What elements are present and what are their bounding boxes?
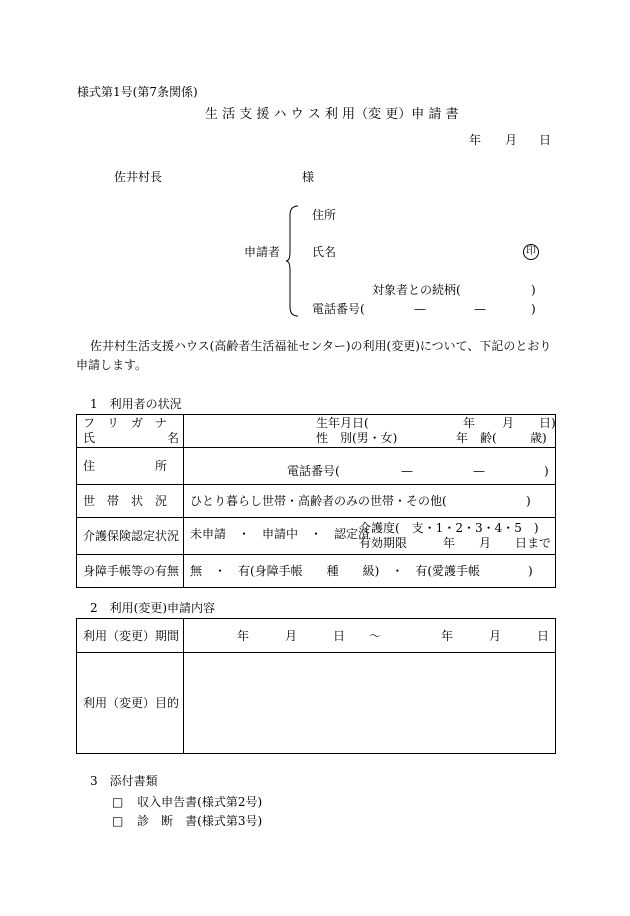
household-label-cell	[77, 485, 184, 518]
period-label: 利用（変更）期間	[83, 629, 180, 643]
attachment-label: 診 断 書(様式第3号)	[137, 814, 263, 828]
period-label-cell	[77, 619, 184, 653]
care-label-cell	[77, 518, 184, 555]
period-value-cell[interactable]	[184, 619, 556, 653]
checkbox-icon[interactable]: □	[112, 814, 124, 828]
user-phone-label: 電話番号(	[287, 464, 340, 478]
purpose-label-cell	[77, 653, 184, 754]
attachment-label: 収入申告書(様式第2号)	[137, 795, 263, 809]
address-label: 住 所	[83, 459, 168, 473]
user-phone-dash2: —	[473, 464, 485, 478]
care-status: 未申請 ・ 申請中 ・ 認定済	[190, 527, 371, 541]
user-phone-dash1: —	[401, 464, 413, 478]
birth-label: 生年月日(	[316, 416, 369, 430]
addressee-honorific: 様	[302, 170, 315, 184]
applicant-phone-dash1: —	[414, 302, 426, 316]
furigana-name-value-cell[interactable]	[184, 415, 556, 448]
applicant-name-field[interactable]	[345, 242, 515, 260]
disability-value: 無 ・ 有(身障手帳 種 級) ・ 有(愛護手帳 )	[190, 564, 533, 578]
applicant-phone-close: )	[531, 302, 536, 316]
birth-day: 日)	[539, 416, 556, 430]
household-value-cell[interactable]	[184, 485, 556, 518]
checkbox-icon[interactable]: □	[112, 795, 124, 809]
birth-year: 年	[463, 416, 476, 430]
age-unit: 歳)	[530, 431, 547, 445]
date-day[interactable]: 日	[539, 133, 552, 147]
date-month[interactable]: 月	[505, 133, 518, 147]
applicant-name-label: 氏名	[312, 245, 337, 259]
relation-field[interactable]	[468, 280, 528, 298]
seal-mark	[523, 244, 539, 260]
furigana-label: フ リ ガ ナ	[83, 416, 168, 430]
form-number: 様式第1号(第7条関係)	[77, 85, 198, 99]
sex-label: 性 別(男・女)	[316, 431, 398, 445]
applicant-address-field[interactable]	[345, 205, 545, 223]
household-label: 世 帯 状 況	[83, 494, 168, 508]
relation-close: )	[531, 283, 536, 297]
section1-heading: 1 利用者の状況	[90, 397, 182, 411]
attachment-item[interactable]	[112, 815, 262, 827]
addressee-name: 佐井村長	[114, 170, 163, 184]
intro-line1: 佐井村生活支援ハウス(高齢者生活福祉センター)の利用(変更)について、下記のとおり	[90, 339, 552, 353]
household-value: ひとり暮らし世帯・高齢者のみの世帯・その他(	[190, 494, 447, 508]
section3-heading: 3 添付書類	[90, 774, 158, 788]
care-level: 介護度( 支・1・2・3・4・5 )	[359, 521, 539, 535]
user-phone-close: )	[544, 464, 549, 478]
applicant-brace	[285, 205, 299, 317]
address-value-cell[interactable]	[184, 448, 556, 485]
age-label: 年 齢(	[456, 431, 497, 445]
purpose-label: 利用（変更）目的	[83, 696, 180, 710]
disability-value-cell[interactable]	[184, 555, 556, 588]
section2-heading: 2 利用(変更)申請内容	[90, 601, 215, 615]
attachment-item[interactable]	[112, 796, 262, 808]
applicant-address-label: 住所	[312, 208, 337, 222]
page-title: 生 活 支 援 ハ ウ ス 利 用（変 更）申 請 書	[205, 107, 459, 122]
name-label: 氏 名	[83, 431, 180, 445]
address-label-cell	[77, 448, 184, 485]
birth-month: 月	[502, 416, 515, 430]
household-close: )	[526, 494, 531, 508]
user-status-table	[76, 414, 556, 588]
seal-icon: 印	[523, 244, 539, 260]
application-content-table	[76, 618, 556, 754]
care-value-cell[interactable]	[184, 518, 556, 555]
applicant-phone-field[interactable]	[372, 299, 527, 317]
applicant-label: 申請者	[244, 245, 281, 259]
intro-line2: 申請します。	[76, 358, 148, 372]
relation-label: 対象者との続柄(	[372, 283, 461, 297]
care-valid: 有効期限 年 月 日まで	[359, 536, 552, 550]
applicant-phone-dash2: —	[474, 302, 486, 316]
date-year[interactable]: 年	[469, 133, 482, 147]
furigana-name-label-cell	[77, 415, 184, 448]
applicant-phone-label: 電話番号(	[312, 302, 365, 316]
care-label: 介護保険認定状況	[83, 529, 180, 543]
period-value: 年 月 日 ～ 年 月 日	[237, 629, 550, 643]
disability-label-cell	[77, 555, 184, 588]
disability-label: 身障手帳等の有無	[83, 564, 180, 578]
purpose-value-cell[interactable]	[184, 653, 556, 754]
